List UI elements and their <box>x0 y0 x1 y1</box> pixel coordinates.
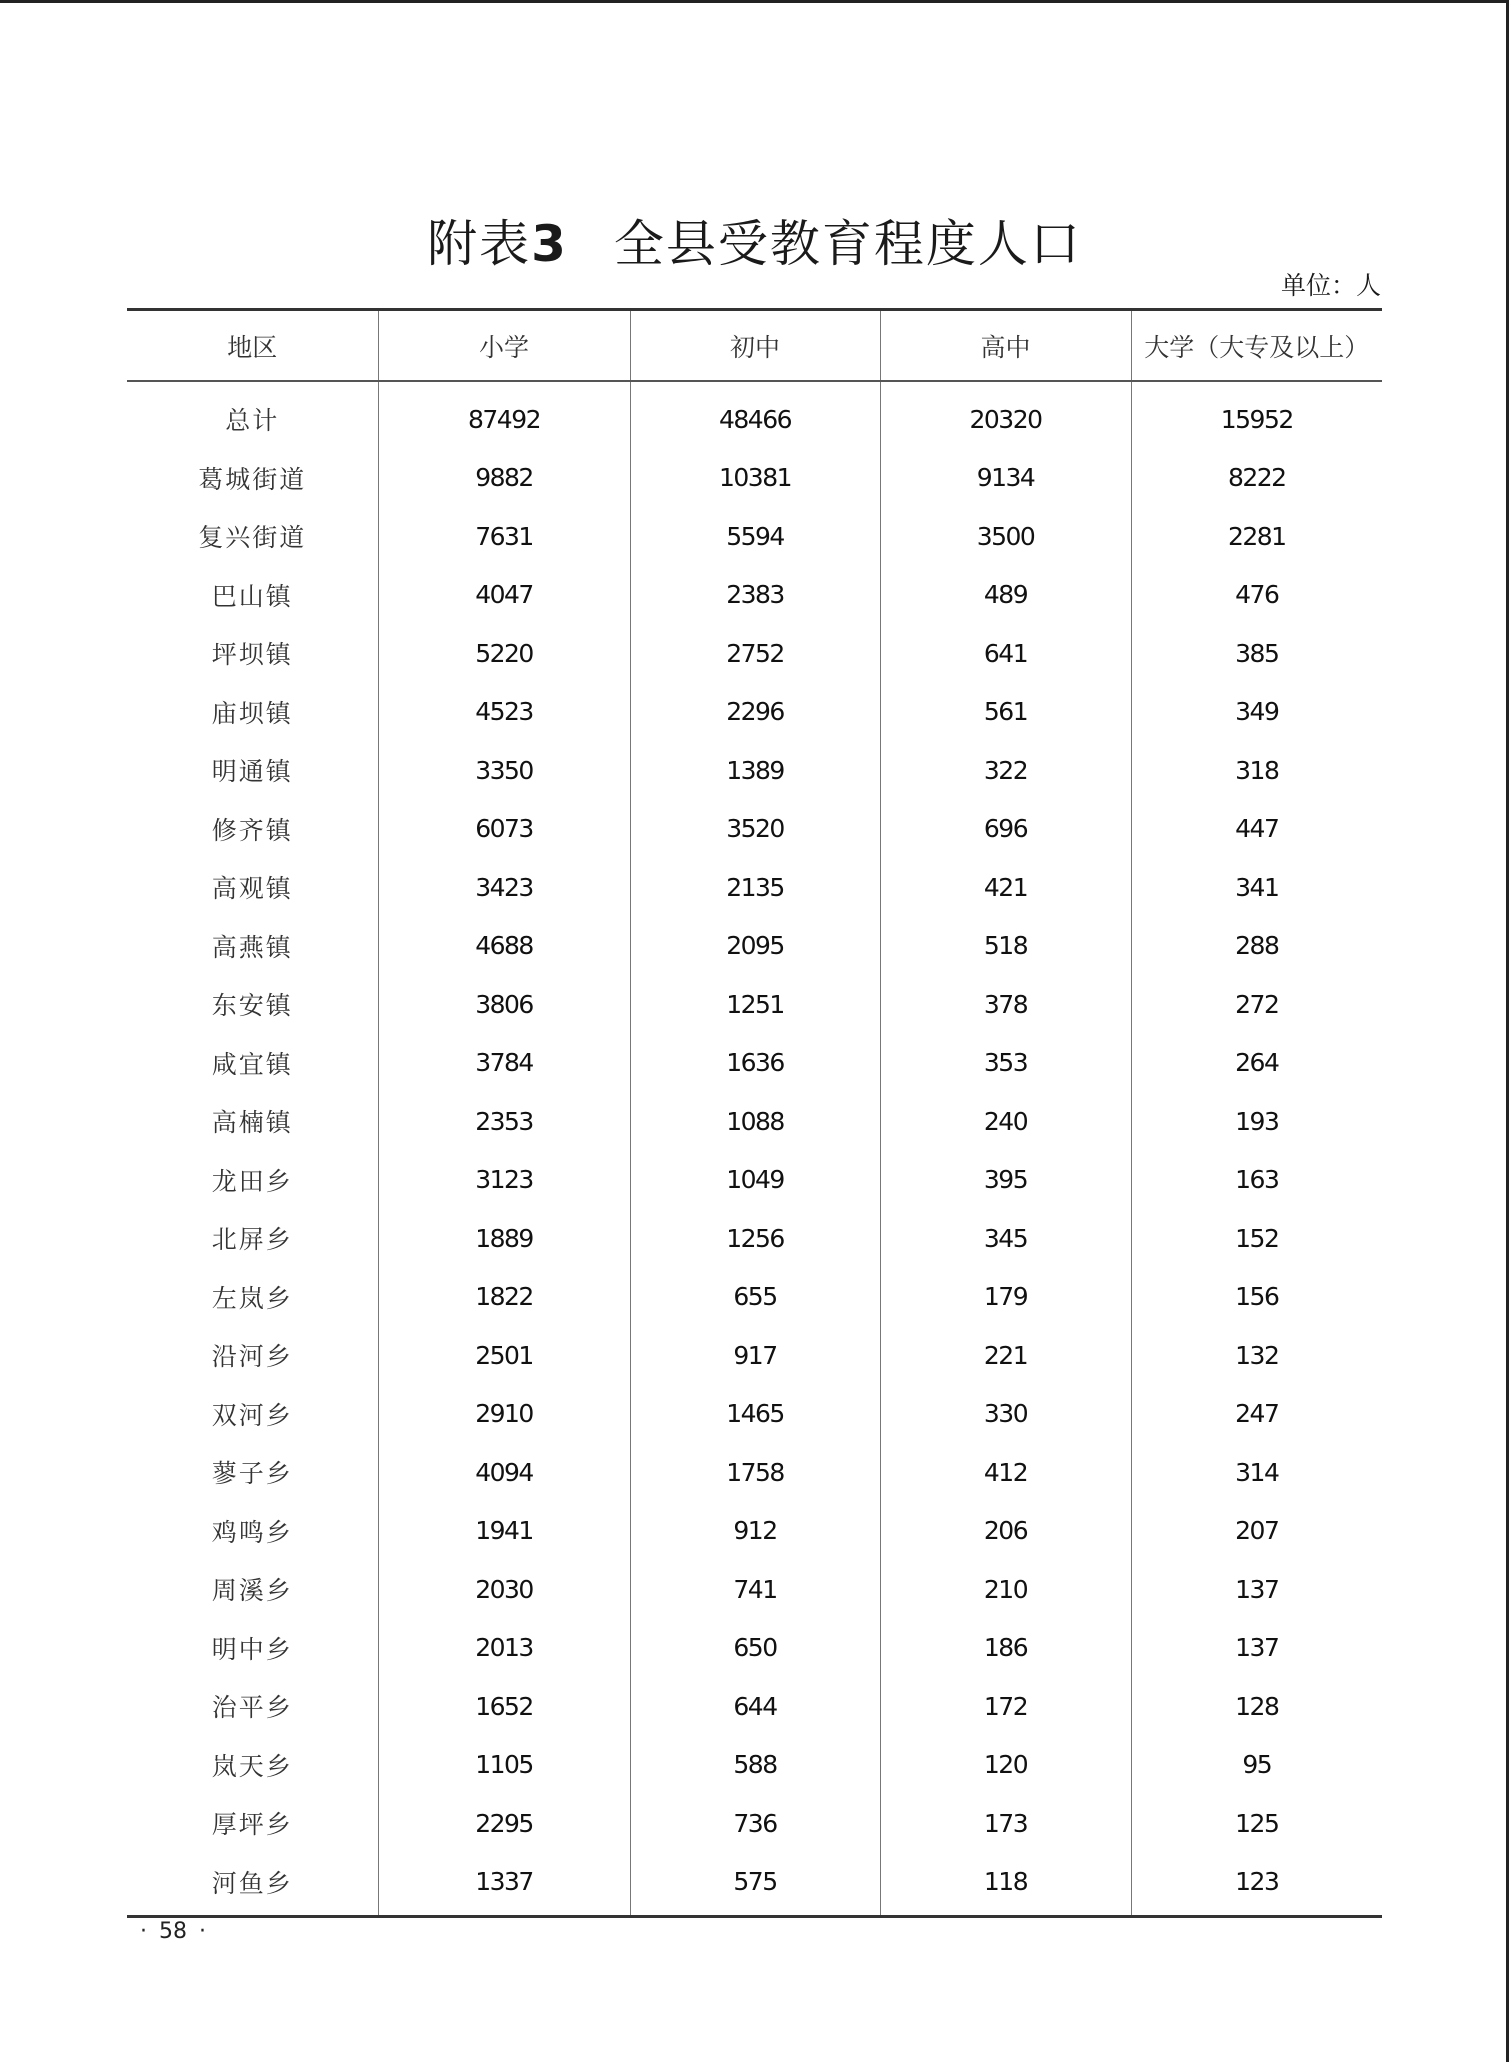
cell-region: 总计 <box>225 406 280 436</box>
cell-university: 341 <box>1131 858 1382 917</box>
cell-senior-high: 412 <box>880 1443 1131 1502</box>
cell-senior-high: 322 <box>880 741 1131 800</box>
cell-senior-high: 345 <box>880 1209 1131 1268</box>
cell-primary: 4047 <box>378 566 630 625</box>
cell-junior-high: 2095 <box>630 917 880 976</box>
table-row <box>127 1268 1382 1327</box>
cell-senior-high: 118 <box>880 1853 1131 1917</box>
cell-junior-high: 2296 <box>630 683 880 742</box>
cell-university: 314 <box>1131 1443 1382 1502</box>
cell-region: 明通镇 <box>211 757 293 787</box>
table-row <box>127 566 1382 625</box>
cell-primary: 1652 <box>378 1677 630 1736</box>
cell-university: 247 <box>1131 1385 1382 1444</box>
cell-university: 137 <box>1131 1619 1382 1678</box>
cell-junior-high: 5594 <box>630 507 880 566</box>
cell-junior-high: 736 <box>630 1794 880 1853</box>
cell-university: 8222 <box>1131 449 1382 508</box>
cell-senior-high: 561 <box>880 683 1131 742</box>
table-row <box>127 1443 1382 1502</box>
cell-region: 咸宜镇 <box>211 1049 293 1079</box>
cell-region: 河鱼乡 <box>211 1868 293 1898</box>
cell-region: 修齐镇 <box>211 815 293 845</box>
cell-university: 288 <box>1131 917 1382 976</box>
cell-region: 巴山镇 <box>211 581 293 611</box>
cell-junior-high: 1389 <box>630 741 880 800</box>
cell-university: 132 <box>1131 1326 1382 1385</box>
cell-primary: 3784 <box>378 1034 630 1093</box>
cell-senior-high: 330 <box>880 1385 1131 1444</box>
cell-junior-high: 2752 <box>630 624 880 683</box>
cell-region: 坪坝镇 <box>211 640 293 670</box>
cell-primary: 2353 <box>378 1092 630 1151</box>
cell-junior-high: 917 <box>630 1326 880 1385</box>
cell-primary: 3806 <box>378 975 630 1034</box>
page-number-dot-left: · <box>140 1919 147 1944</box>
cell-region: 龙田乡 <box>211 1166 293 1196</box>
cell-region: 治平乡 <box>211 1693 293 1723</box>
cell-senior-high: 210 <box>880 1560 1131 1619</box>
table-row <box>127 858 1382 917</box>
header-primary: 小学 <box>378 310 630 382</box>
cell-primary: 2295 <box>378 1794 630 1853</box>
cell-primary: 87492 <box>378 381 630 449</box>
cell-university: 128 <box>1131 1677 1382 1736</box>
cell-senior-high: 9134 <box>880 449 1131 508</box>
cell-university: 264 <box>1131 1034 1382 1093</box>
header-senior-high: 高中 <box>880 310 1131 382</box>
title-text: 全县受教育程度人口 <box>613 214 1082 273</box>
cell-university: 15952 <box>1131 381 1382 449</box>
table-row <box>127 1502 1382 1561</box>
unit-label: 单位：人 <box>1280 271 1381 300</box>
title-prefix: 附表 <box>427 214 532 273</box>
cell-primary: 1105 <box>378 1736 630 1795</box>
cell-region: 双河乡 <box>211 1400 293 1430</box>
table-header-row <box>127 310 1382 382</box>
education-population-table <box>127 308 1382 1918</box>
table-row <box>127 1034 1382 1093</box>
cell-university: 318 <box>1131 741 1382 800</box>
cell-junior-high: 741 <box>630 1560 880 1619</box>
cell-senior-high: 489 <box>880 566 1131 625</box>
cell-primary: 7631 <box>378 507 630 566</box>
cell-primary: 9882 <box>378 449 630 508</box>
cell-primary: 1941 <box>378 1502 630 1561</box>
cell-region: 左岚乡 <box>211 1283 293 1313</box>
table-row <box>127 741 1382 800</box>
cell-primary: 3350 <box>378 741 630 800</box>
table-row <box>127 1853 1382 1917</box>
cell-junior-high: 912 <box>630 1502 880 1561</box>
table-row <box>127 683 1382 742</box>
cell-primary: 6073 <box>378 800 630 859</box>
table-row <box>127 507 1382 566</box>
table-row <box>127 1677 1382 1736</box>
table-row <box>127 1619 1382 1678</box>
cell-primary: 2013 <box>378 1619 630 1678</box>
cell-senior-high: 186 <box>880 1619 1131 1678</box>
cell-senior-high: 221 <box>880 1326 1131 1385</box>
cell-university: 193 <box>1131 1092 1382 1151</box>
cell-region: 高楠镇 <box>211 1108 293 1138</box>
cell-region: 北屏乡 <box>211 1225 293 1255</box>
page-number-value: 58 <box>159 1919 187 1944</box>
cell-region: 鸡鸣乡 <box>211 1517 293 1547</box>
cell-primary: 4094 <box>378 1443 630 1502</box>
cell-junior-high: 48466 <box>630 381 880 449</box>
cell-region: 高观镇 <box>211 874 293 904</box>
cell-junior-high: 3520 <box>630 800 880 859</box>
cell-region: 沿河乡 <box>211 1342 293 1372</box>
cell-primary: 2910 <box>378 1385 630 1444</box>
cell-university: 123 <box>1131 1853 1382 1917</box>
cell-university: 125 <box>1131 1794 1382 1853</box>
cell-senior-high: 20320 <box>880 381 1131 449</box>
cell-primary: 3123 <box>378 1151 630 1210</box>
table-row <box>127 1736 1382 1795</box>
table-row <box>127 1092 1382 1151</box>
cell-primary: 1822 <box>378 1268 630 1327</box>
table-row <box>127 917 1382 976</box>
table-row <box>127 449 1382 508</box>
cell-senior-high: 378 <box>880 975 1131 1034</box>
cell-university: 476 <box>1131 566 1382 625</box>
cell-region: 周溪乡 <box>211 1576 293 1606</box>
cell-region: 岚天乡 <box>211 1751 293 1781</box>
header-junior-high: 初中 <box>630 310 880 382</box>
cell-senior-high: 518 <box>880 917 1131 976</box>
table-row <box>127 800 1382 859</box>
cell-primary: 5220 <box>378 624 630 683</box>
title-number: 3 <box>531 214 568 273</box>
cell-primary: 3423 <box>378 858 630 917</box>
table-row-total <box>127 381 1382 449</box>
table-row <box>127 1151 1382 1210</box>
table-row <box>127 975 1382 1034</box>
cell-region: 明中乡 <box>211 1634 293 1664</box>
cell-university: 95 <box>1131 1736 1382 1795</box>
cell-senior-high: 206 <box>880 1502 1131 1561</box>
cell-senior-high: 173 <box>880 1794 1131 1853</box>
table-row <box>127 1385 1382 1444</box>
cell-primary: 4523 <box>378 683 630 742</box>
header-region: 地区 <box>127 310 378 382</box>
cell-university: 385 <box>1131 624 1382 683</box>
cell-senior-high: 120 <box>880 1736 1131 1795</box>
cell-region: 庙坝镇 <box>211 698 293 728</box>
cell-junior-high: 2135 <box>630 858 880 917</box>
page-title <box>0 212 1509 276</box>
cell-junior-high: 10381 <box>630 449 880 508</box>
cell-junior-high: 1758 <box>630 1443 880 1502</box>
cell-primary: 2501 <box>378 1326 630 1385</box>
cell-junior-high: 575 <box>630 1853 880 1917</box>
cell-primary: 4688 <box>378 917 630 976</box>
cell-senior-high: 696 <box>880 800 1131 859</box>
cell-senior-high: 395 <box>880 1151 1131 1210</box>
cell-region: 高燕镇 <box>211 932 293 962</box>
cell-junior-high: 644 <box>630 1677 880 1736</box>
cell-university: 2281 <box>1131 507 1382 566</box>
page-border-top <box>0 0 1509 3</box>
cell-university: 207 <box>1131 1502 1382 1561</box>
cell-junior-high: 1049 <box>630 1151 880 1210</box>
cell-university: 349 <box>1131 683 1382 742</box>
cell-senior-high: 179 <box>880 1268 1131 1327</box>
cell-region: 蓼子乡 <box>211 1459 293 1489</box>
header-university: 大学（大专及以上） <box>1131 310 1382 382</box>
cell-junior-high: 655 <box>630 1268 880 1327</box>
cell-primary: 1889 <box>378 1209 630 1268</box>
page-number-dot-right: · <box>199 1919 206 1944</box>
cell-junior-high: 1251 <box>630 975 880 1034</box>
cell-junior-high: 1465 <box>630 1385 880 1444</box>
cell-senior-high: 172 <box>880 1677 1131 1736</box>
cell-university: 163 <box>1131 1151 1382 1210</box>
table-row <box>127 1209 1382 1268</box>
cell-junior-high: 588 <box>630 1736 880 1795</box>
cell-university: 156 <box>1131 1268 1382 1327</box>
cell-senior-high: 3500 <box>880 507 1131 566</box>
cell-senior-high: 353 <box>880 1034 1131 1093</box>
page-number <box>128 1916 218 1948</box>
cell-primary: 2030 <box>378 1560 630 1619</box>
cell-senior-high: 641 <box>880 624 1131 683</box>
table-body <box>127 381 1382 1917</box>
cell-region: 复兴街道 <box>198 523 307 553</box>
cell-senior-high: 240 <box>880 1092 1131 1151</box>
cell-primary: 1337 <box>378 1853 630 1917</box>
cell-university: 137 <box>1131 1560 1382 1619</box>
cell-university: 447 <box>1131 800 1382 859</box>
cell-university: 272 <box>1131 975 1382 1034</box>
cell-junior-high: 1256 <box>630 1209 880 1268</box>
cell-university: 152 <box>1131 1209 1382 1268</box>
cell-junior-high: 2383 <box>630 566 880 625</box>
cell-junior-high: 650 <box>630 1619 880 1678</box>
cell-senior-high: 421 <box>880 858 1131 917</box>
table-row <box>127 1794 1382 1853</box>
table-row <box>127 1560 1382 1619</box>
cell-junior-high: 1088 <box>630 1092 880 1151</box>
table-row <box>127 624 1382 683</box>
cell-junior-high: 1636 <box>630 1034 880 1093</box>
table-row <box>127 1326 1382 1385</box>
cell-region: 葛城街道 <box>198 464 307 494</box>
cell-region: 厚坪乡 <box>211 1810 293 1840</box>
cell-region: 东安镇 <box>211 991 293 1021</box>
